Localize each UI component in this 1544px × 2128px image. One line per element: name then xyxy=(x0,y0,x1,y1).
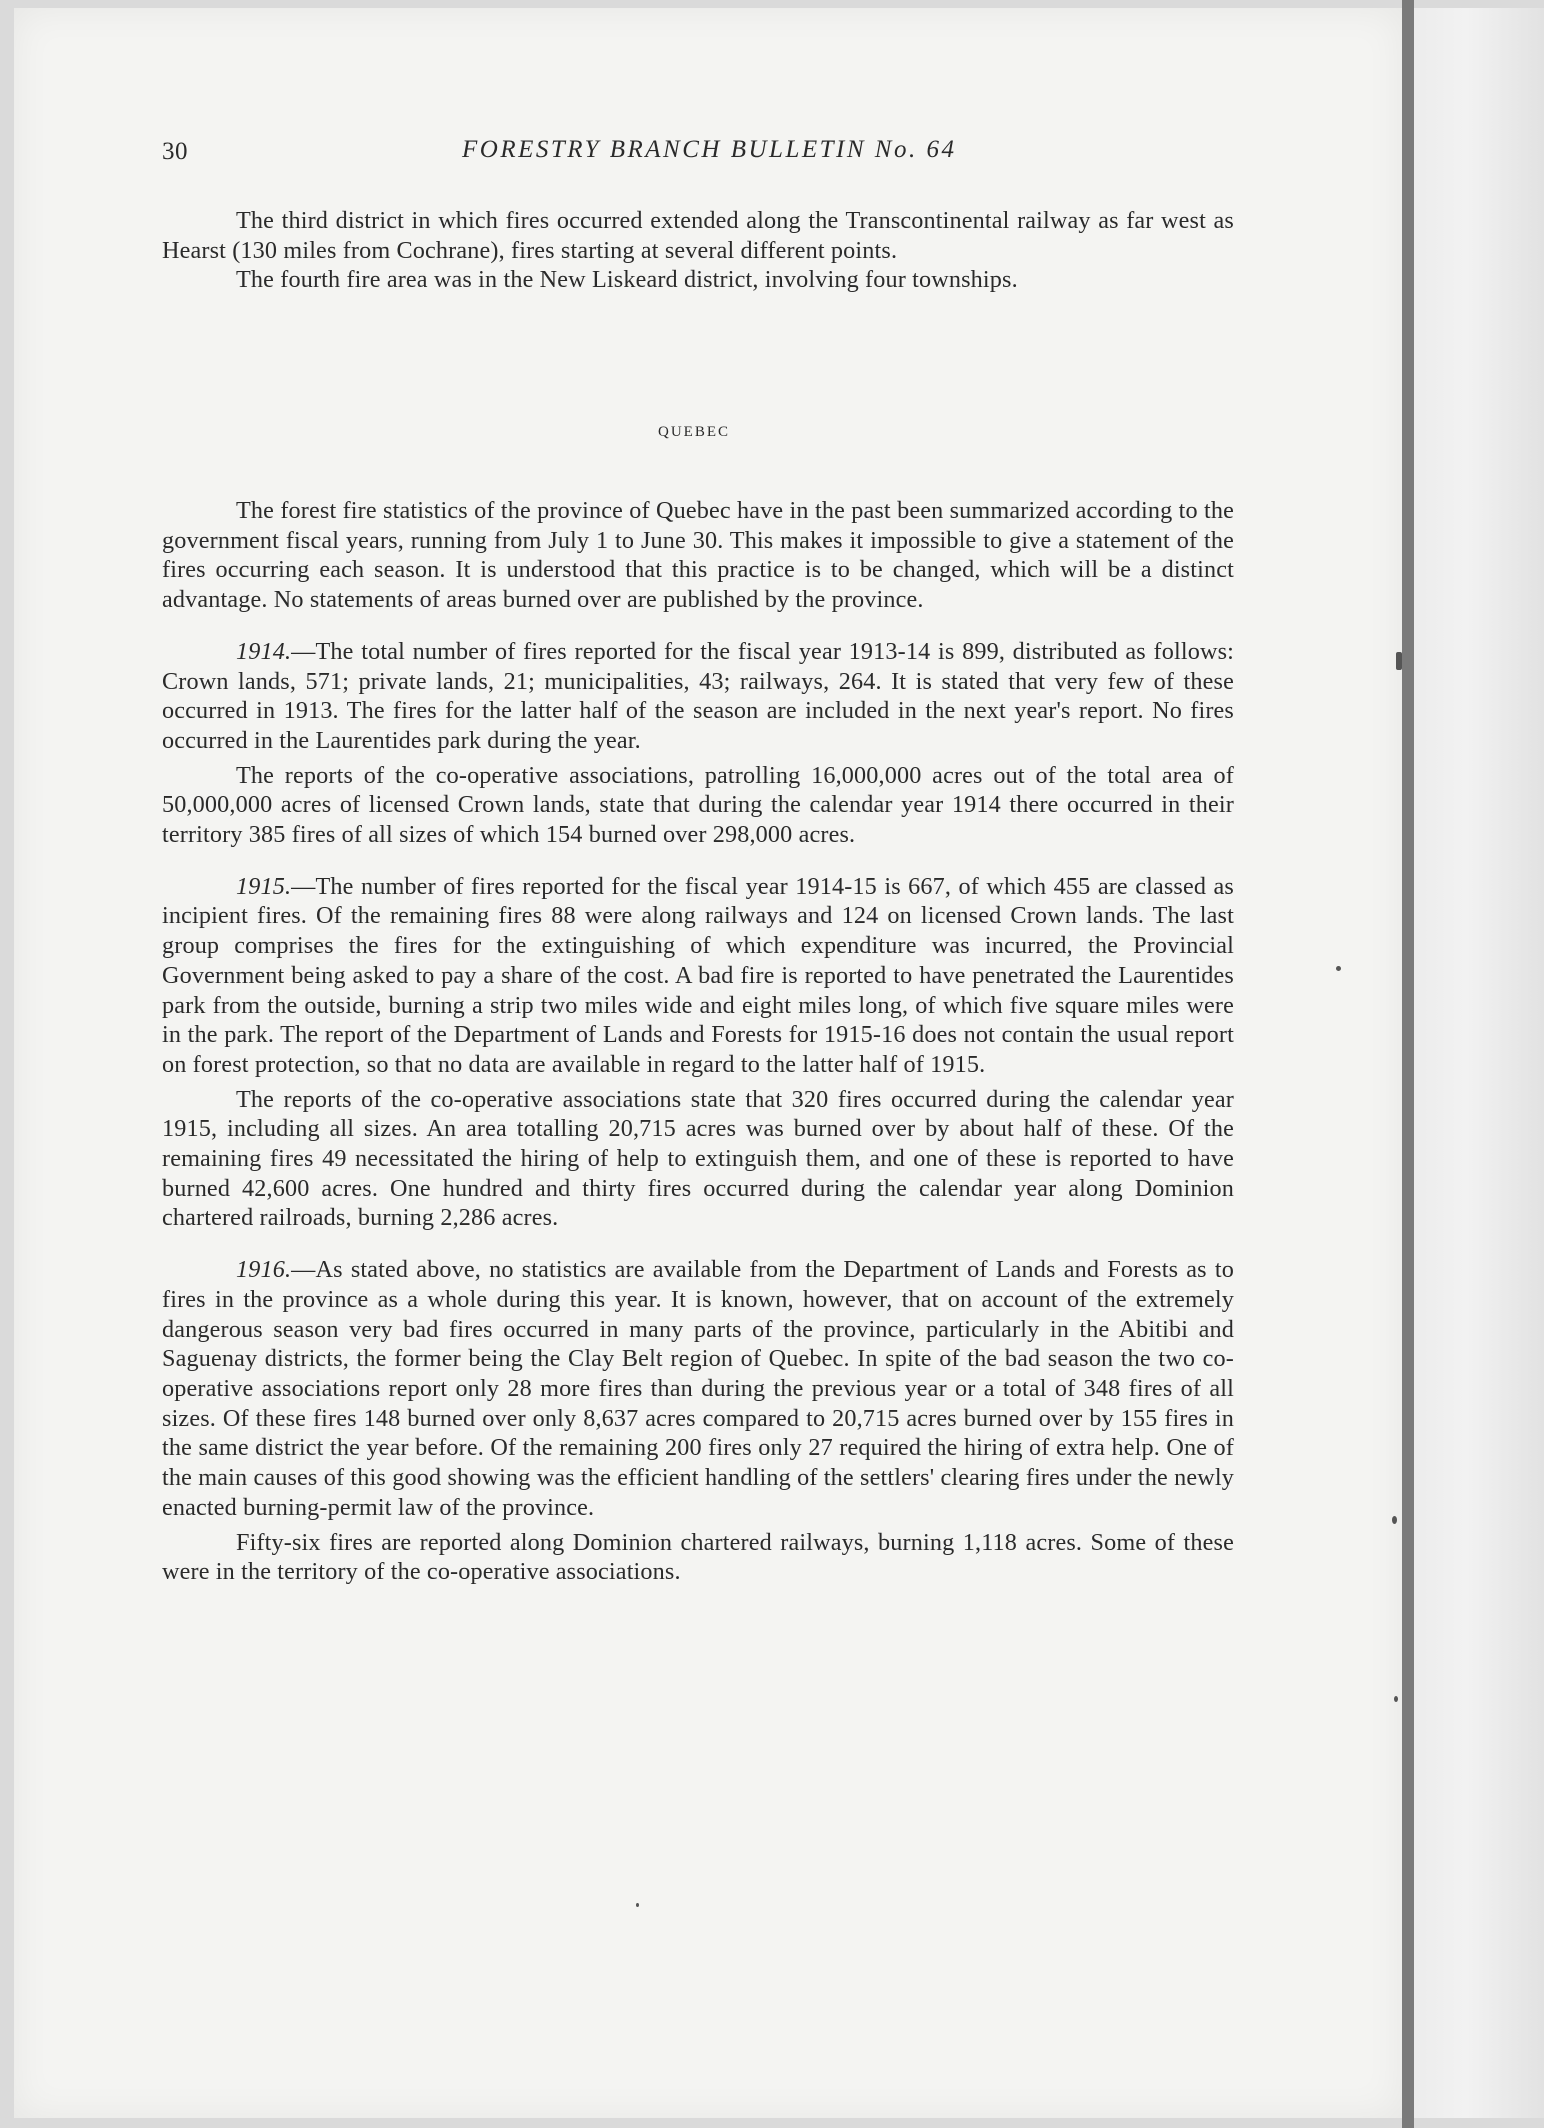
year-label-1916: 1916. xyxy=(236,1256,292,1284)
paragraph-1915 xyxy=(162,872,1234,1080)
paragraph-1915-coop: The reports of the co-operative associations state that 320 fires occurred during the calendar year 1915, including all sizes. An area totalling 20,715 acres was burned over by about half of these. Of the remaining fires 49 necessitated the hiring of help to extinguish them, and one of these is reported to have burned 42,600 acres. One hundred and thirty fires occurred during the calendar year along Dominion chartered railroads, burning 2,286 acres. xyxy=(162,1085,1234,1232)
scan-speck xyxy=(1394,1696,1398,1702)
running-title: FORESTRY BRANCH BULLETIN No. 64 xyxy=(462,136,957,163)
quebec-section xyxy=(162,496,1234,1587)
paragraph-third-district: The third district in which fires occurred extended along the Transcontinental railway as far west as Hearst (130 miles from Cochrane), fires starting at several different points. xyxy=(162,207,1234,264)
text-1916: —As stated above, no statistics are available from the Department of Lands and Forests as to fires in the province as a whole during this year. It is known, however, that on account of the extremely dangerous season very bad fires occurred in many parts of the province, particularly in the Abitibi and Saguenay districts, the former being the Clay Belt region of Quebec. In spite of the bad season the two co-operative associations report only 28 more fires than during the previous year or a total of 348 fires of all sizes. Of these fires 148 burned over only 8,637 acres compared to 20,715 acres burned over by 155 fires in the same district the year before. Of the remaining 200 fires only 27 required the hiring of extra help. One of the main causes of this good showing was the efficient handling of the settlers' clearing fires under the newly enacted burning-permit law of the province. xyxy=(162,1256,1234,1521)
scan-speck xyxy=(1336,966,1341,971)
year-label-1914: 1914. xyxy=(236,637,292,665)
section-heading-quebec: QUEBEC xyxy=(658,424,730,440)
binding-gutter xyxy=(1402,0,1414,2128)
paragraph-fourth-area: The fourth fire area was in the New Liskeard district, involving four townships. xyxy=(236,266,1018,294)
text-1915: —The number of fires reported for the fiscal year 1914-15 is 667, of which 455 are classed as incipient fires. Of the remaining fires 88 were along railways and 124 on licensed Crown lands. The last group comprises the fires for the extinguishing of which expenditure was incurred, the Provincial Government being asked to pay a share of the cost. A bad fire is reported to have penetrated the Laurentides park from the outside, burning a strip two miles wide and eight miles long, of which five square miles were in the park. The report of the Department of Lands and Forests for 1915-16 does not contain the usual report on forest protection, so that no data are available in regard to the latter half of 1915. xyxy=(162,872,1234,1078)
scan-speck xyxy=(636,1903,639,1907)
ontario-continuation xyxy=(162,206,1234,295)
paragraph-1916-railways: Fifty-six fires are reported along Dominion chartered railways, burning 1,118 acres. Some of these were in the territory of the co-operative associations. xyxy=(162,1528,1234,1586)
paragraph-quebec-intro: The forest fire statistics of the province of Quebec have in the past been summarized according to the government fiscal years, running from July 1 to June 30. This makes it impossible to give a statement of the fires occurring each season. It is understood that this practice is to be changed, which will be a distinct advantage. No statements of areas burned over are published by the province. xyxy=(162,497,1234,614)
paragraph-1914 xyxy=(162,637,1234,756)
adjacent-page-edge xyxy=(1414,8,1544,2118)
year-label-1915: 1915. xyxy=(236,872,292,900)
text-1914: —The total number of fires reported for the fiscal year 1913-14 is 899, distributed as follows: Crown lands, 571; private lands, 21; municipalities, 43; railways, 264. It is stated that very few of these occurred in 1913. The fires for the latter half of the season are included in the next year's report. No fires occurred in the Laurentides park during the year. xyxy=(162,637,1234,754)
paragraph-1916 xyxy=(162,1255,1234,1522)
page-number: 30 xyxy=(162,138,188,165)
scan-speck xyxy=(1392,1516,1397,1524)
paragraph-1914-coop: The reports of the co-operative associations, patrolling 16,000,000 acres out of the total area of 50,000,000 acres of licensed Crown lands, state that during the calendar year 1914 there occurred in their territory 385 fires of all sizes of which 154 burned over 298,000 acres. xyxy=(162,761,1234,849)
scan-speck xyxy=(1396,652,1402,670)
